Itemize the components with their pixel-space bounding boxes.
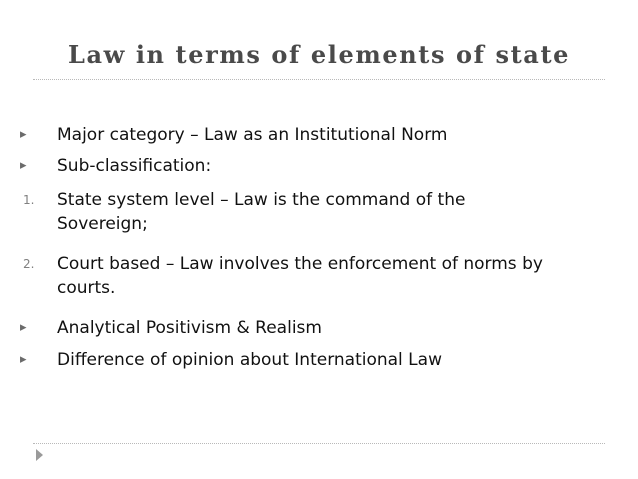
bullet-arrow-icon: ▸ [20, 352, 27, 367]
list-number: 2. [23, 257, 35, 271]
list-item-text: Difference of opinion about International Law [57, 350, 442, 370]
list-number: 1. [23, 193, 35, 207]
slide-title: Law in terms of elements of state [67, 40, 571, 69]
footer-arrow-icon [36, 449, 43, 461]
list-item-text: Major category – Law as an Institutional Norm [57, 125, 448, 145]
bullet-arrow-icon: ▸ [20, 127, 27, 142]
bullet-arrow-icon: ▸ [20, 320, 27, 335]
title-divider [33, 79, 605, 80]
list-item-text: Analytical Positivism & Realism [57, 318, 322, 338]
bullet-arrow-icon: ▸ [20, 158, 27, 173]
list-item-text: Court based – Law involves the enforcement of norms by courts. [57, 254, 543, 298]
list-item-text: State system level – Law is the command of the Sovereign; [57, 190, 466, 234]
list-item-text: Sub-classification: [57, 156, 212, 176]
footer-divider [33, 443, 605, 444]
